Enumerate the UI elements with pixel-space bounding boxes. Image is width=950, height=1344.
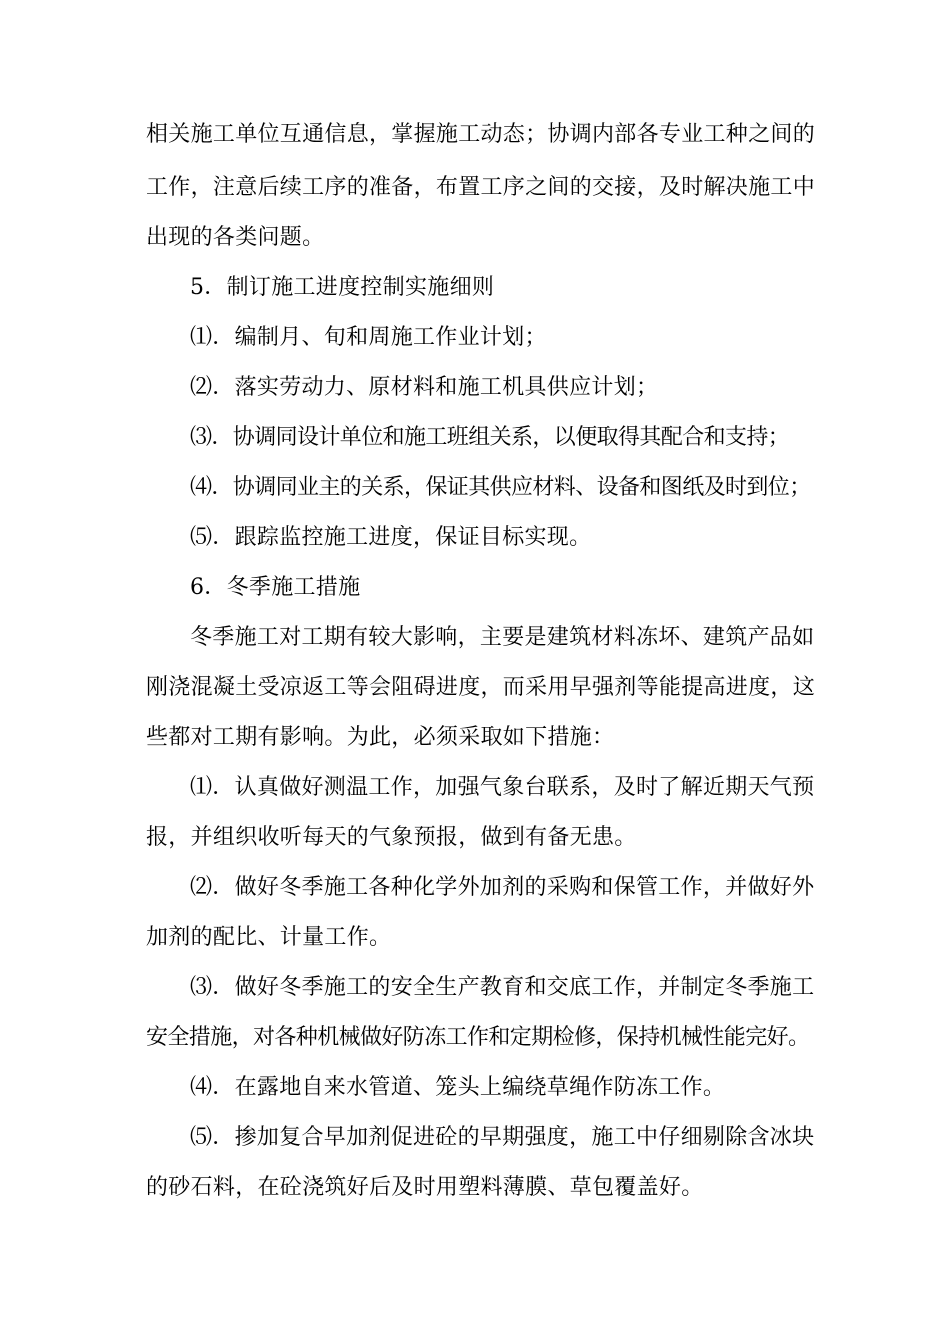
list-item: ⑸．跟踪监控施工进度，保证目标实现。 xyxy=(190,525,592,550)
list-item: ⑴．编制月、旬和周施工作业计划； xyxy=(190,325,547,350)
text-line: 安全措施，对各种机械做好防冻工作和定期检修，保持机械性能完好。 xyxy=(146,1025,810,1050)
list-item: ⑶．协调同设计单位和施工班组关系，以便取得其配合和支持； xyxy=(190,425,790,450)
list-item: ⑷．协调同业主的关系，保证其供应材料、设备和图纸及时到位； xyxy=(190,475,811,500)
text-line: 出现的各类问题。 xyxy=(146,225,325,250)
list-item: ⑴．认真做好测温工作，加强气象台联系，及时了解近期天气预 xyxy=(190,775,815,800)
text-line: 相关施工单位互通信息，掌握施工动态；协调内部各专业工种之间的 xyxy=(146,122,816,147)
text-line: 冬季施工对工期有较大影响，主要是建筑材料冻坏、建筑产品如 xyxy=(190,625,815,650)
text-line: 报，并组织收听每天的气象预报，做到有备无患。 xyxy=(146,825,637,850)
section-heading: 5．制订施工进度控制实施细则 xyxy=(190,275,495,300)
list-item: ⑷．在露地自来水管道、笼头上编绕草绳作防冻工作。 xyxy=(190,1075,726,1100)
list-item: ⑵．做好冬季施工各种化学外加剂的采购和保管工作，并做好外 xyxy=(190,875,815,900)
list-item: ⑸．掺加复合早加剂促进砼的早期强度，施工中仔细剔除含冰块 xyxy=(190,1125,815,1150)
text-line: 些都对工期有影响。为此，必须采取如下措施： xyxy=(146,725,615,750)
section-heading: 6．冬季施工措施 xyxy=(190,575,361,600)
text-line: 的砂石料，在砼浇筑好后及时用塑料薄膜、草包覆盖好。 xyxy=(146,1175,704,1200)
list-item: ⑶．做好冬季施工的安全生产教育和交底工作，并制定冬季施工 xyxy=(190,975,815,1000)
text-line: 工作，注意后续工序的准备，布置工序之间的交接，及时解决施工中 xyxy=(146,175,816,200)
list-item: ⑵．落实劳动力、原材料和施工机具供应计划； xyxy=(190,375,659,400)
text-line: 加剂的配比、计量工作。 xyxy=(146,925,392,950)
text-line: 刚浇混凝土受凉返工等会阻碍进度，而采用早强剂等能提高进度，这 xyxy=(146,675,816,700)
